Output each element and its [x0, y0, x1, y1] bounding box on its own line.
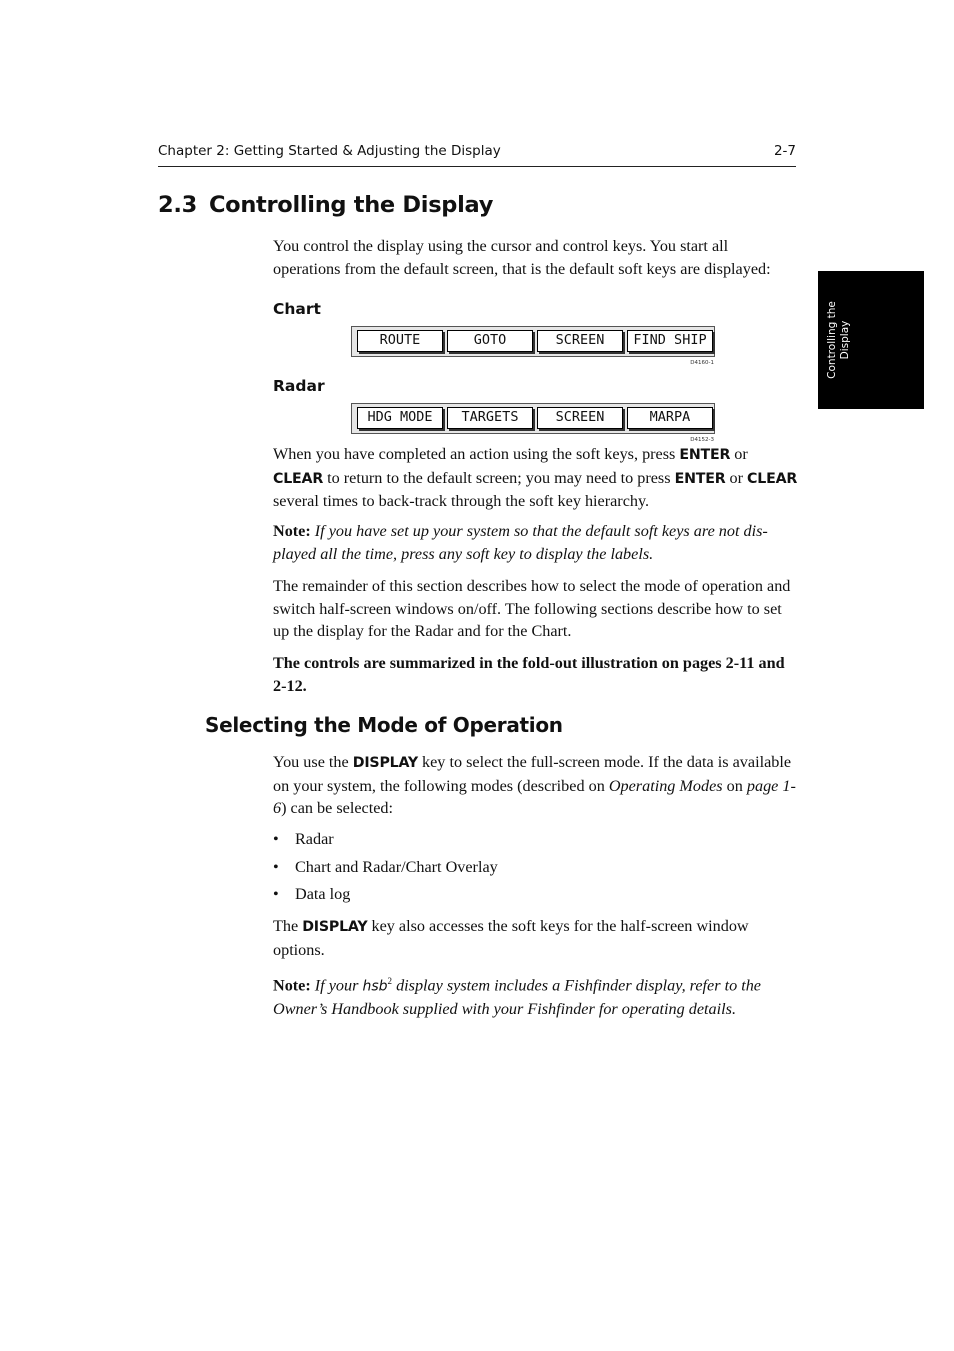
side-tab-line2: Display [839, 320, 851, 360]
side-tab-label [826, 271, 860, 409]
note-label: Note: [273, 522, 311, 540]
chart-softkey-bar [351, 326, 715, 366]
enter-key: ENTER [679, 447, 731, 463]
note-label: Note: [273, 976, 311, 995]
subsection-heading: Selecting the Mode of Operation [205, 713, 563, 737]
list-item: • Radar [273, 827, 498, 855]
softkey-screen[interactable]: SCREEN [537, 330, 623, 352]
side-tab [818, 271, 924, 409]
section-title: Controlling the Display [208, 192, 494, 218]
softkey-marpa[interactable]: MARPA [627, 407, 713, 429]
softkey-find-ship[interactable]: FIND SHIP [627, 330, 713, 352]
enter-clear-paragraph: When you have completed an action using the soft keys, press ENTER or CLEAR to return to the default screen; you may need to press ENTER or CLEAR several times to back-track through the soft key hierarchy. [273, 445, 798, 511]
intro-paragraph: You control the display using the cursor and control keys. You start all operations from the default screen, that is the default soft keys are displayed: [273, 237, 771, 278]
foldout-note: The controls are summarized in the fold-out illustration on pages 2-11 and 2-12. [273, 654, 785, 695]
note-text: If you have set up your system so that the default soft keys are not dis-played all the time, press any soft key to display the labels. [273, 522, 768, 563]
radar-softkey-bar [351, 403, 715, 443]
figure-code: D4160-1 [690, 360, 714, 366]
softkey-route[interactable]: ROUTE [357, 330, 443, 352]
chart-label: Chart [273, 300, 321, 318]
remainder-paragraph: The remainder of this section describes how to select the mode of operation and switch half-screen windows on/off. The following sections describe how to set up the display for the Radar and for the Chart. [273, 577, 791, 641]
page-number: 2-7 [773, 143, 796, 159]
page-ref: page 1-6 [273, 776, 796, 818]
list-item: • Data log [273, 882, 498, 910]
figure-code: D4152-3 [690, 437, 714, 443]
softkey-targets[interactable]: TARGETS [447, 407, 533, 429]
note-paragraph [273, 520, 798, 565]
list-item: • Chart and Radar/Chart Overlay [273, 855, 498, 883]
display-key: DISPLAY [302, 919, 368, 935]
hsb-brand: hsb [362, 978, 388, 995]
section-heading [158, 192, 493, 218]
softkey-hdg-mode[interactable]: HDG MODE [357, 407, 443, 429]
display-key-paragraph: The DISPLAY key also accesses the soft keys for the half-screen window options. [273, 917, 749, 959]
fishfinder-note: Note: If your hsb$^2$ display system includes a Fishfinder display, refer to the Owner’s Handbook supplied with your Fishfinder for operating details. [273, 976, 761, 1019]
softkey-goto[interactable]: GOTO [447, 330, 533, 352]
chapter-title: Chapter 2: Getting Started & Adjusting the Display [158, 143, 501, 159]
page-header [158, 140, 796, 167]
operating-modes-ref: Operating Modes [608, 776, 723, 795]
side-tab-line1: Controlling the [826, 301, 838, 379]
clear-key: CLEAR [273, 470, 324, 487]
enter-key: ENTER [674, 470, 726, 487]
mode-paragraph: You use the DISPLAY key to select the full-screen mode. If the data is available on your system, the following modes (described on Operating Modes on page 1-6) can be selected: [273, 753, 796, 818]
display-key: DISPLAY [352, 755, 418, 771]
radar-label: Radar [273, 377, 325, 395]
mode-list [273, 827, 498, 910]
clear-key: CLEAR [747, 470, 798, 487]
section-number: 2.3 [158, 192, 197, 218]
softkey-screen[interactable]: SCREEN [537, 407, 623, 429]
